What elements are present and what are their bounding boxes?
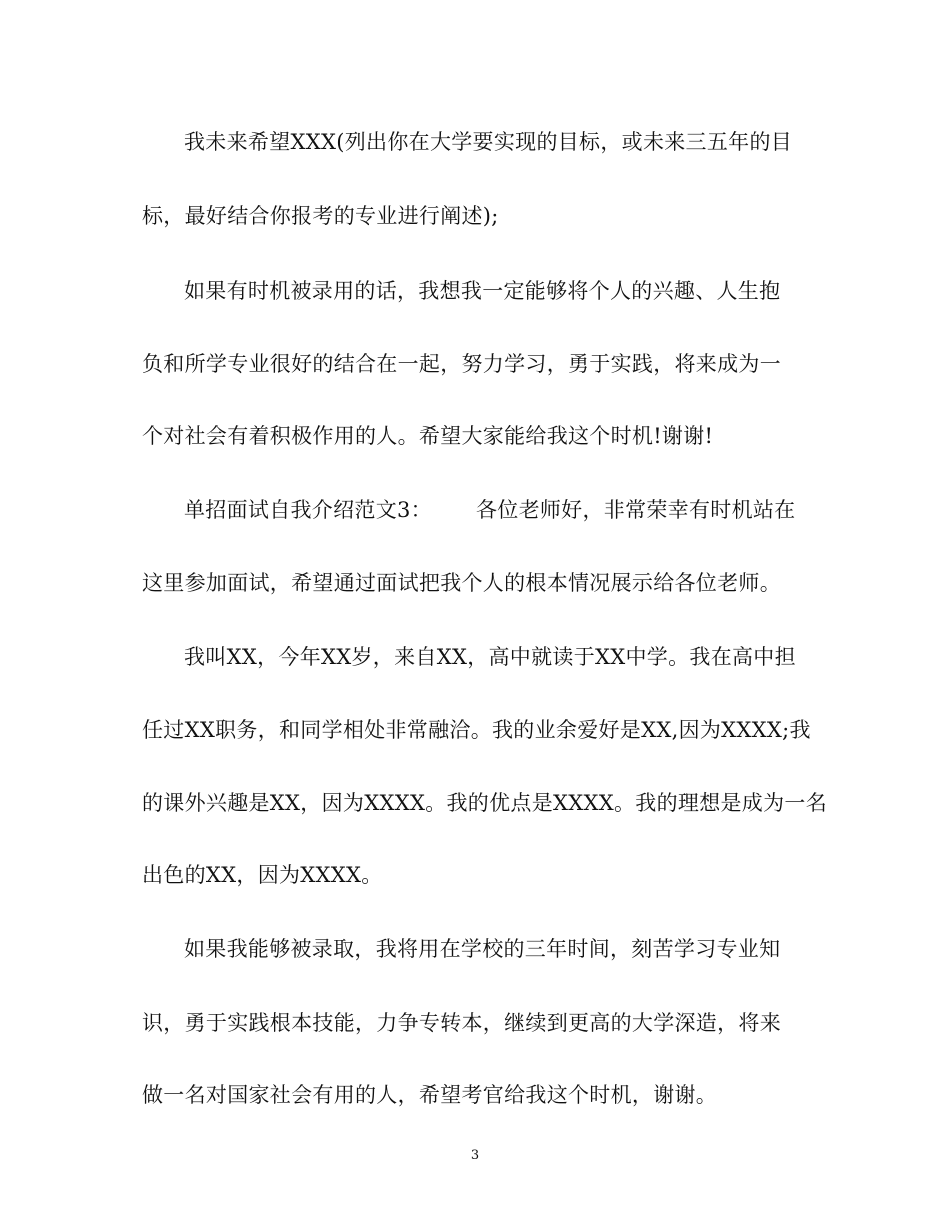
heading-continuation: 各位老师好，非常荣幸有时机站在: [475, 498, 796, 522]
paragraph-line: 如果有时机被录用的话，我想我一定能够将个人的兴趣、人生抱: [184, 279, 781, 303]
page-number: 3: [470, 1148, 480, 1163]
paragraph-line: 我未来希望XXX(列出你在大学要实现的目标，或未来三五年的目: [184, 130, 793, 154]
paragraph-line: 的课外兴趣是XX，因为XXXX。我的优点是XXXX。我的理想是成为一名: [142, 791, 827, 815]
paragraph-line: 任过XX职务，和同学相处非常融洽。我的业余爱好是XX,因为XXXX;我: [142, 718, 811, 742]
paragraph-line: 识，勇于实践根本技能，力争专转本，继续到更高的大学深造，将来: [142, 1011, 781, 1035]
paragraph-line: 标，最好结合你报考的专业进行阐述);: [142, 204, 499, 228]
paragraph-line-heading: [184, 495, 795, 525]
paragraph-line: 做一名对国家社会有用的人，希望考官给我这个时机，谢谢。: [142, 1083, 718, 1107]
paragraph-line: 负和所学专业很好的结合在一起，努力学习，勇于实践，将来成为一: [142, 352, 781, 376]
section-heading: 单招面试自我介绍范文3：: [184, 498, 432, 522]
paragraph-line: 个对社会有着积极作用的人。希望大家能给我这个时机!谢谢!: [142, 424, 714, 448]
paragraph-line: 我叫XX，今年XX岁，来自XX，高中就读于XX中学。我在高中担: [184, 645, 796, 669]
paragraph-line: 这里参加面试，希望通过面试把我个人的根本情况展示给各位老师。: [142, 571, 781, 595]
paragraph-line: 如果我能够被录取，我将用在学校的三年时间，刻苦学习专业知: [184, 937, 781, 961]
paragraph-line: 出色的XX，因为XXXX。: [142, 863, 383, 887]
